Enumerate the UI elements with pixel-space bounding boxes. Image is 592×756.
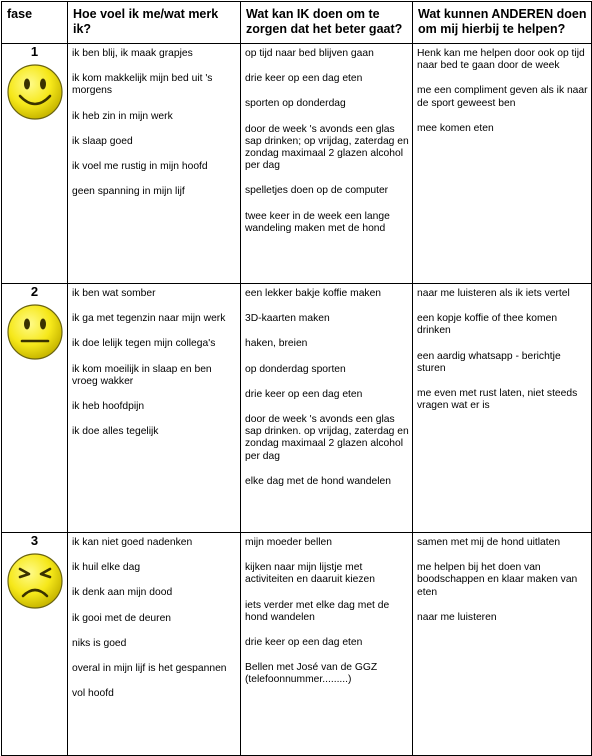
- list-item: overal in mijn lijf is het gespannen: [72, 663, 227, 675]
- list-item: ik voel me rustig in mijn hoofd: [72, 161, 208, 173]
- list-item: door de week 's avonds een glas sap drinken. op vrijdag, zaterdag en zondag maximaal 2 glazen alcohol per dag: [245, 414, 409, 462]
- list-item: naar me luisteren als ik iets vertel: [417, 288, 570, 299]
- feel-cell: [68, 44, 241, 284]
- list-item: mee komen eten: [417, 122, 494, 134]
- list-item: ik heb hoofdpijn: [72, 401, 145, 413]
- list-item: me een compliment geven als ik naar de sport geweest ben: [417, 85, 588, 109]
- fase-number: 2: [30, 284, 39, 299]
- list-item: ik kom moeilijk in slaap en ben vroeg wakker: [72, 363, 212, 387]
- list-item: Henk kan me helpen door ook op tijd naar bed te gaan door de week: [417, 48, 585, 72]
- others-cell: [413, 44, 592, 284]
- header-others: Wat kunnen ANDEREN doen om mij hierbij te helpen?: [413, 2, 592, 44]
- others-cell: [413, 284, 592, 533]
- list-item: ik kan niet goed nadenken: [72, 537, 193, 548]
- angry-face-icon: [6, 552, 64, 610]
- list-item: een kopje koffie of thee komen drinken: [417, 313, 558, 337]
- list-item: ik huil elke dag: [72, 562, 141, 574]
- list-item: Bellen met José van de GGZ (telefoonnummer.........): [245, 662, 378, 686]
- fase-cell: [2, 284, 68, 533]
- header-self: Wat kan IK doen om te zorgen dat het beter gaat?: [241, 2, 413, 44]
- list-item: niks is goed: [72, 637, 127, 649]
- list-item: spelletjes doen op de computer: [245, 185, 389, 197]
- happy-face-icon: [6, 63, 64, 121]
- list-item: mijn moeder bellen: [245, 537, 332, 548]
- list-item: haken, breien: [245, 338, 308, 350]
- table-row: [2, 284, 592, 533]
- fase-number: 3: [30, 533, 39, 548]
- header-feel: Hoe voel ik me/wat merk ik?: [68, 2, 241, 44]
- list-item: ik ben wat somber: [72, 288, 156, 299]
- list-item: kijken naar mijn lijstje met activiteiten en daaruit kiezen: [245, 562, 375, 586]
- list-item: geen spanning in mijn lijf: [72, 186, 185, 198]
- table-row: [2, 533, 592, 756]
- list-item: naar me luisteren: [417, 611, 497, 623]
- list-item: door de week 's avonds een glas sap drinken; op vrijdag, zaterdag en zondag maximaal 2 glazen alcohol per dag: [245, 123, 409, 172]
- feel-cell: [68, 533, 241, 756]
- list-item: twee keer in de week een lange wandeling maken met de hond: [245, 210, 390, 234]
- feel-cell: [68, 284, 241, 533]
- list-item: me helpen bij het doen van boodschappen en klaar maken van eten: [417, 562, 578, 598]
- fase-cell: [2, 533, 68, 756]
- list-item: op donderdag sporten: [245, 363, 346, 375]
- list-item: ik slaap goed: [72, 135, 133, 147]
- list-item: 3D-kaarten maken: [245, 313, 330, 325]
- list-item: ik doe lelijk tegen mijn collega's: [72, 338, 216, 350]
- others-cell: [413, 533, 592, 756]
- list-item: ik kom makkelijk mijn bed uit 's morgens: [72, 73, 213, 97]
- list-item: ik heb zin in mijn werk: [72, 110, 173, 122]
- table-row: [2, 44, 592, 284]
- list-item: een aardig whatsapp - berichtje sturen: [417, 350, 561, 374]
- list-item: vol hoofd: [72, 688, 114, 700]
- list-item: een lekker bakje koffie maken: [245, 288, 382, 299]
- list-item: drie keer op een dag eten: [245, 637, 363, 649]
- neutral-face-icon: [6, 303, 64, 361]
- list-item: iets verder met elke dag met de hond wandelen: [245, 599, 390, 623]
- list-item: op tijd naar bed blijven gaan: [245, 48, 374, 59]
- list-item: ik ben blij, ik maak grapjes: [72, 48, 193, 59]
- list-item: ik gooi met de deuren: [72, 612, 172, 624]
- header-row: [2, 2, 592, 44]
- list-item: me even met rust laten, niet steeds vragen wat er is: [417, 388, 578, 412]
- list-item: ik denk aan mijn dood: [72, 587, 173, 599]
- list-item: samen met mij de hond uitlaten: [417, 537, 561, 548]
- self-cell: [241, 44, 413, 284]
- signaling-plan-table: [1, 1, 592, 756]
- list-item: ik ga met tegenzin naar mijn werk: [72, 313, 226, 325]
- fase-cell: [2, 44, 68, 284]
- fase-number: 1: [30, 44, 39, 59]
- self-cell: [241, 284, 413, 533]
- header-fase: fase: [2, 2, 68, 44]
- list-item: drie keer op een dag eten: [245, 388, 363, 400]
- list-item: ik doe alles tegelijk: [72, 426, 159, 438]
- list-item: drie keer op een dag eten: [245, 73, 363, 85]
- list-item: elke dag met de hond wandelen: [245, 475, 391, 487]
- list-item: sporten op donderdag: [245, 98, 346, 110]
- self-cell: [241, 533, 413, 756]
